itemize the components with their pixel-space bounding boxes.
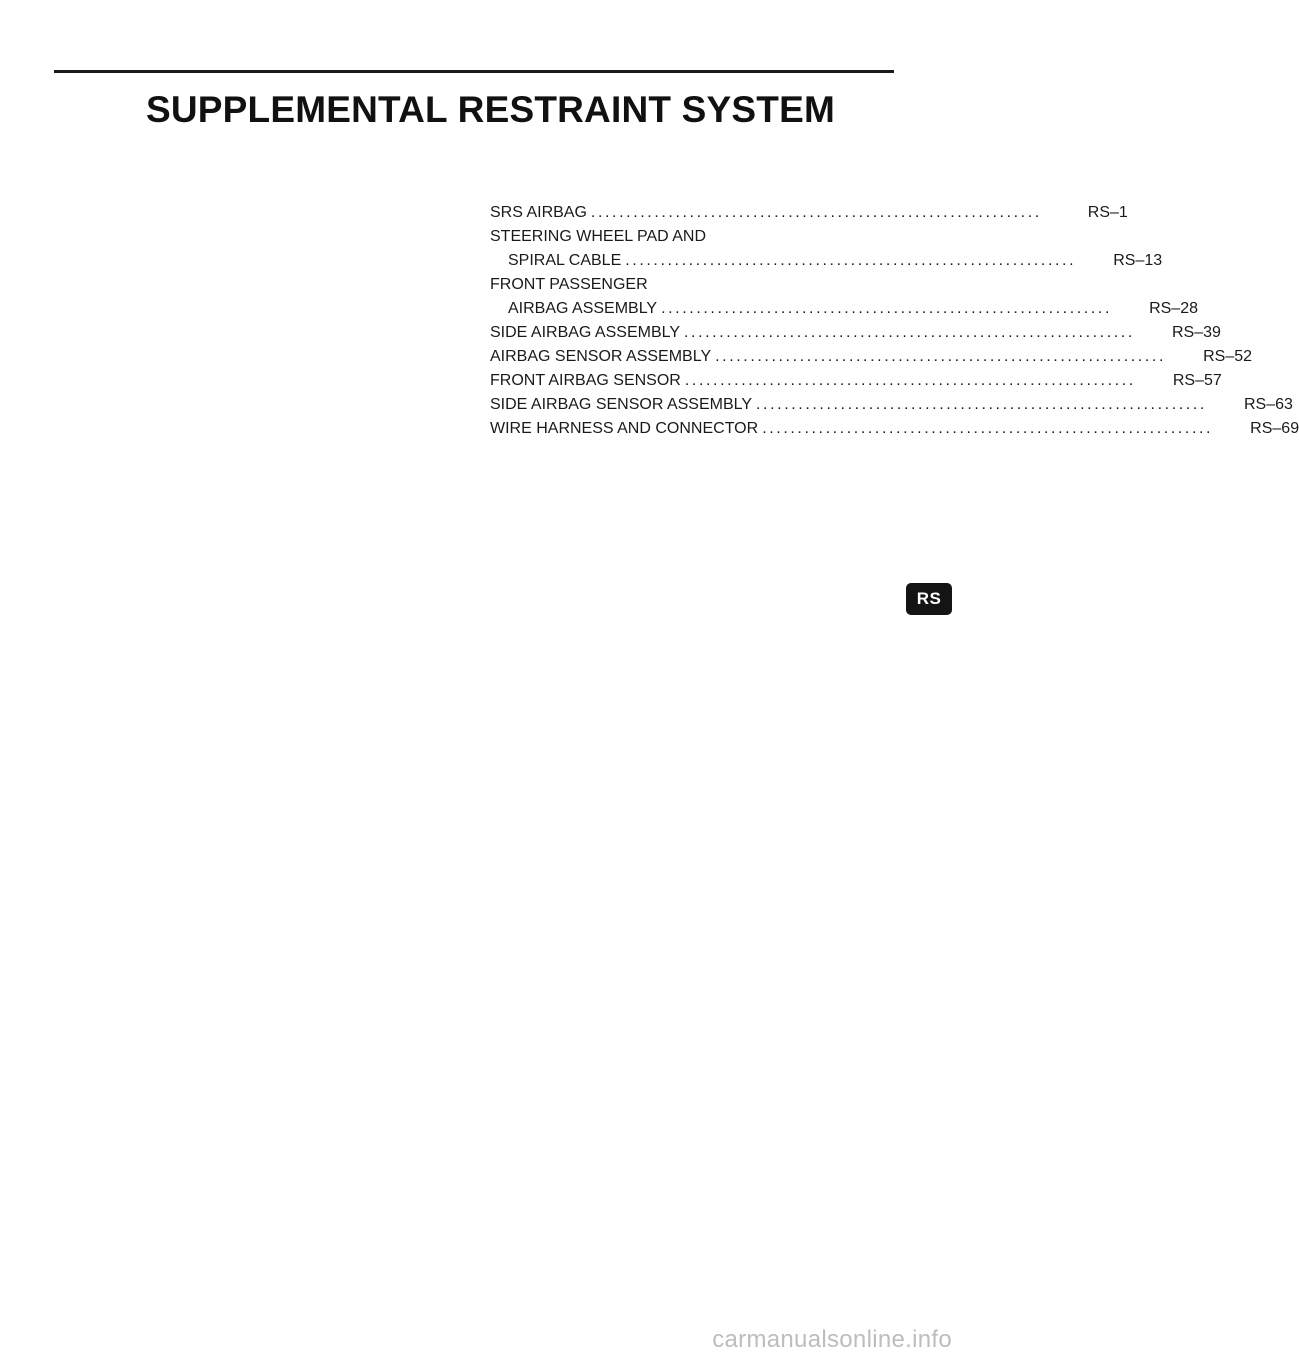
toc-entry-title: SRS AIRBAG <box>490 204 587 221</box>
toc-entry-page: RS–28 <box>1149 300 1198 317</box>
toc-entry-airbag-assembly[interactable] <box>490 297 1198 321</box>
table-of-contents <box>490 201 1299 441</box>
toc-entry-page: RS–1 <box>1087 204 1128 221</box>
toc-entry-airbag-sensor-assembly[interactable] <box>490 345 1253 369</box>
toc-entry-wire-harness-and-connector[interactable] <box>490 417 1299 441</box>
toc-dot-leader: ................................................................ <box>684 372 1136 389</box>
toc-entry-steering-wheel-pad-line1[interactable] <box>490 225 896 249</box>
toc-entry-page: RS–69 <box>1250 420 1299 437</box>
toc-entry-title: SIDE AIRBAG SENSOR ASSEMBLY <box>490 396 753 413</box>
toc-entry-side-airbag-sensor-assembly[interactable] <box>490 393 1293 417</box>
toc-entry-srs-airbag[interactable] <box>490 201 1128 225</box>
footer-watermark-url: carmanualsonline.info <box>712 1326 952 1353</box>
toc-dot-leader: ................................................................ <box>756 396 1207 413</box>
toc-dot-leader: ................................................................ <box>661 300 1112 317</box>
toc-dot-leader: ................................................................ <box>684 324 1135 341</box>
toc-entry-front-airbag-sensor[interactable] <box>490 369 1222 393</box>
toc-entry-page: RS–63 <box>1244 396 1293 413</box>
toc-entry-page: RS–39 <box>1171 324 1221 341</box>
toc-entry-title: AIRBAG ASSEMBLY <box>508 300 658 317</box>
toc-entry-side-airbag-assembly[interactable] <box>490 321 1221 345</box>
toc-dot-leader: ................................................................ <box>590 204 1042 221</box>
toc-entry-page: RS–52 <box>1203 348 1253 365</box>
section-tab-rs[interactable]: RS <box>906 583 952 615</box>
toc-dot-leader: ................................................................ <box>762 420 1214 437</box>
toc-entry-title: FRONT PASSENGER <box>490 276 648 293</box>
toc-entry-page: RS–57 <box>1172 372 1222 389</box>
toc-entry-title: AIRBAG SENSOR ASSEMBLY <box>490 348 712 365</box>
toc-entry-page: RS–13 <box>1113 252 1163 269</box>
toc-entry-front-passenger-line1[interactable] <box>490 273 896 297</box>
toc-entry-title: SPIRAL CABLE <box>508 252 622 269</box>
toc-dot-leader: ................................................................ <box>625 252 1077 269</box>
toc-entry-title: FRONT AIRBAG SENSOR <box>490 372 681 389</box>
toc-entry-spiral-cable[interactable] <box>490 249 1163 273</box>
toc-entry-title: WIRE HARNESS AND CONNECTOR <box>490 420 759 437</box>
toc-entry-title: SIDE AIRBAG ASSEMBLY <box>490 324 680 341</box>
top-rule <box>54 70 894 73</box>
toc-dot-leader: ................................................................ <box>715 348 1167 365</box>
page-title: SUPPLEMENTAL RESTRAINT SYSTEM <box>146 89 835 130</box>
toc-entry-title: STEERING WHEEL PAD AND <box>490 228 707 245</box>
